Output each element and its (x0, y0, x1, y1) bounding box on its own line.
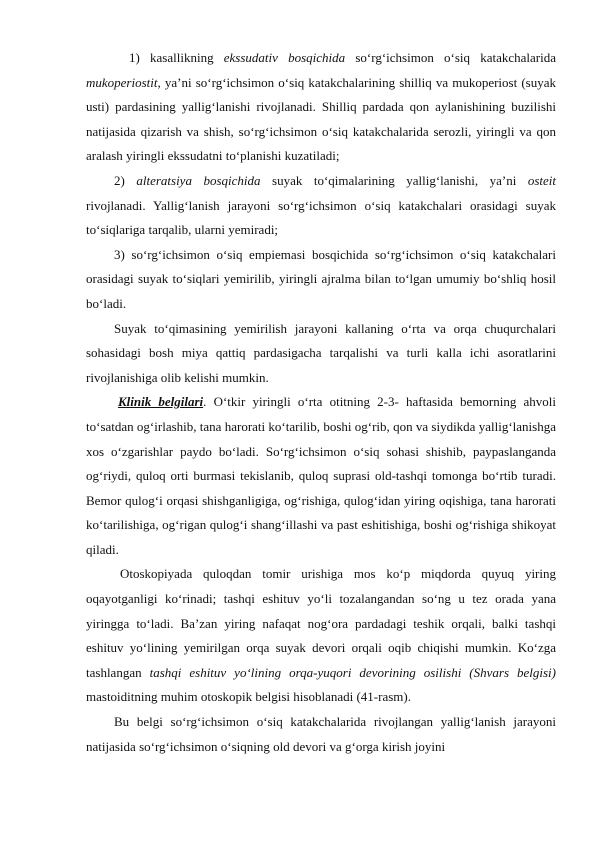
italic-term-shvars-belgisi: tashqi eshituv yo‘lining orqa-yuqori devorining osilishi (Shvars belgisi) (149, 664, 556, 680)
text-run: suyak to‘qimalarining yallig‘lanishi, ya’ni (260, 172, 528, 188)
section-heading-klinik-belgilari: Klinik belgilari (118, 394, 204, 410)
italic-term-alteratsiya: alteratsiya bosqichida (136, 172, 261, 188)
text-run: 1) kasallikning (129, 50, 224, 65)
text-run: . O‘tkir yiringli o‘rta otitning 2-3- haftasida bemorning ahvoli to‘satdan og‘irlashib, tana harorati ko‘tarilib, boshi og‘rib, qon va siydikda yallig‘lanishga xos o‘zgarishlar paydo bo‘ladi. So‘rg‘ichsimon o‘siq sohasi shishib, paypaslanganda og‘riydi, quloq orti burmasi tekislanib, quloq suprasi old-tashqi tomonga bo‘rtib turadi. Bemor qulog‘i orqasi shishganligiga, og‘rishiga, qulog‘idan yiring oqishiga, tana harorati ko‘tarilishiga, og‘rigan qulog‘i shang‘illashi va past eshitishiga, boshi og‘rishiga shikoyat qiladi. (86, 394, 557, 557)
italic-term-ekssudativ: ekssudativ bosqichida (223, 50, 346, 65)
text-run: so‘rg‘ichsimon o‘siq katakchalarida (345, 50, 556, 65)
text-run: Otoskopiyada quloqdan tomir urishiga mos ko‘p miqdorda quyuq yiring oqayotganligi ko‘rinadi; tashqi eshituv yo‘li tozalangandan so‘ng u tez orada yana yiringga to‘ladi. Ba’zan yiring nafaqat nog‘ora pardadagi teshik orqali, balki tashqi eshituv yo‘lining yemirilgan orqa suyak devori orqali oqib chiqishi mumkin. Ko‘zga tashlangan (86, 566, 556, 680)
italic-term-osteit: osteit (527, 172, 556, 188)
document-page (86, 46, 556, 759)
text-run: rivojlanadi. Yallig‘lanish jarayoni so‘rg‘ichsimon o‘siq katakchalari orasidagi suyak to‘siqlariga tarqalib, ularni yemiradi; (86, 197, 556, 238)
text-run: 2) (114, 172, 137, 188)
paragraph-alteration-stage (86, 169, 556, 243)
italic-term-mukoperiostit: mukoperiostit (86, 74, 158, 90)
text-run: mastoiditning muhim otoskopik belgisi hisoblanadi (41-rasm). (86, 689, 411, 705)
text-run: 3) so‘rg‘ichsimon o‘siq empiemasi bosqichida so‘rg‘ichsimon o‘siq katakchalari orasidagi suyak to‘siqlari yemirilib, yiringli ajralma bilan to‘lgan umumiy bo‘shliq hosil bo‘ladi. (86, 246, 556, 311)
paragraph-empyema-stage (86, 243, 556, 317)
text-run: , ya’ni so‘rg‘ichsimon o‘siq katakchalarining shilliq va mukoperiost (suyak usti) pardasining yallig‘lanishi rivojlanadi. Shilliq pardada qon aylanishining buzilishi natijasida qizarish va shish, so‘rg‘ichsimon o‘siq katakchalarida serozli, yiringli va qon aralash yiringli ekssudatni to‘planishi kuzatiladi; (86, 74, 556, 164)
text-run: Bu belgi so‘rg‘ichsimon o‘siq katakchalarida rivojlangan yallig‘lanish jarayoni natijasida so‘rg‘ichsimon o‘siqning old devori va g‘orga kirish joyini (86, 714, 556, 754)
paragraph-otoscopy (86, 562, 556, 710)
text-run: Suyak to‘qimasining yemirilish jarayoni kallaning o‘rta va orqa chuqurchalari sohasidagi bosh miya qattiq pardasigacha tarqalishi va turli kalla ichi asoratlarini rivojlanishiga olib kelishi mumkin. (86, 320, 556, 385)
paragraph-sign-description (86, 710, 556, 759)
paragraph-clinical-signs (86, 390, 556, 562)
paragraph-bone-destruction (86, 317, 556, 391)
paragraph-exudative-stage (86, 46, 556, 169)
